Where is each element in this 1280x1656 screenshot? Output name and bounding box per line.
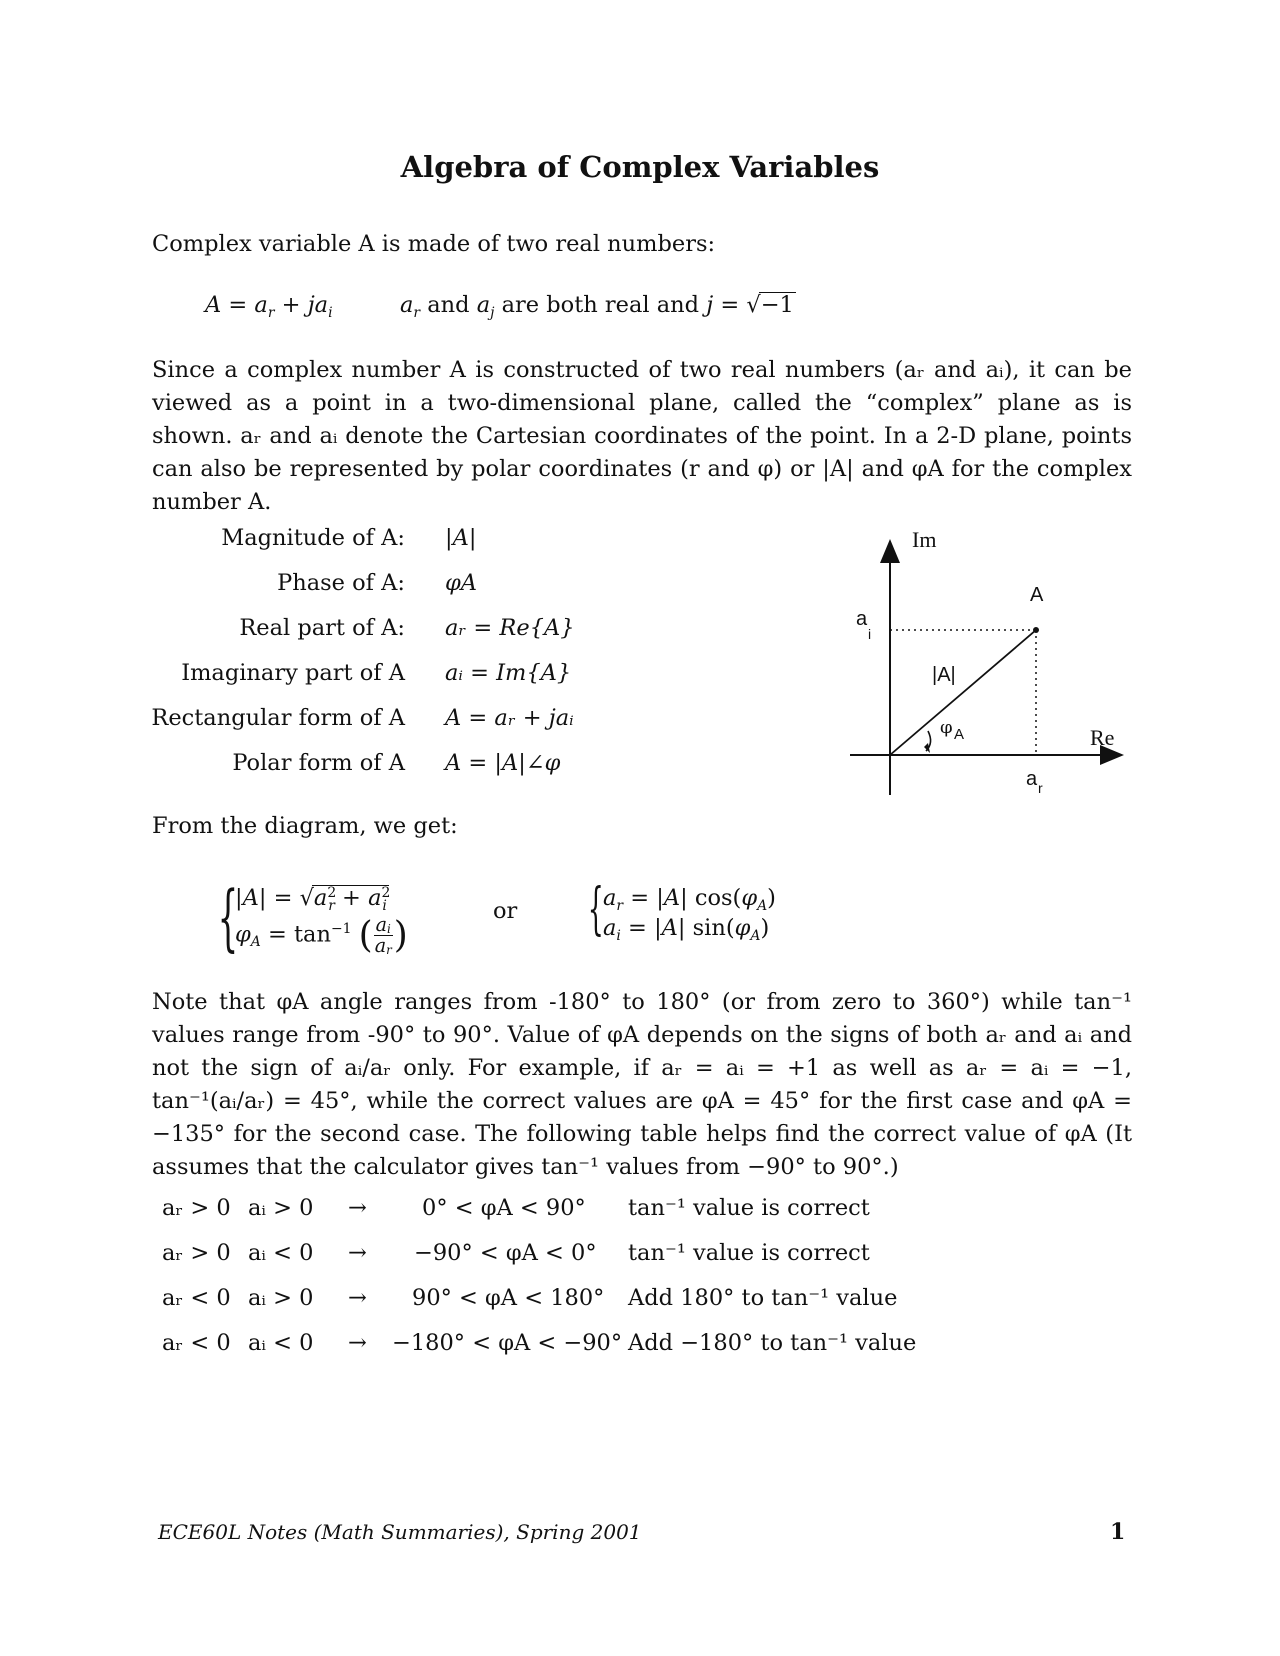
page-title: Algebra of Complex Variables xyxy=(400,150,880,184)
rectangular-equation: $A = a_r + ja_i$ xyxy=(205,292,333,321)
or-text: or xyxy=(493,898,518,924)
from-diagram-text: From the diagram, we get: xyxy=(152,813,458,839)
phi-sub: A xyxy=(954,726,965,743)
phi-label: φ xyxy=(940,717,953,738)
ar-label: a xyxy=(1026,768,1038,790)
complex-plane-diagram xyxy=(830,525,1150,805)
paragraph-complex-plane: Since a complex number A is constructed of two real numbers (aᵣ and aᵢ), it can be viewed as a point in a two-dimensional plane, called the “complex” plane as is shown. aᵣ and aᵢ denote the Cartesian coordinates of the point. In a 2-D plane, points can also be represented by polar coordinates (r and φ) or |A| and φA for the complex number A. xyxy=(152,357,1132,515)
note-paragraph: Note that φA angle ranges from -180° to 180° (or from zero to 360°) while tan⁻¹ values range from -90° to 90°. Value of φA depends on the signs of both aᵣ and aᵢ and not the sign of aᵢ/aᵣ only. For example, if aᵣ = aᵢ = +1 as well as aᵣ = aᵢ = −1, tan⁻¹(aᵢ/aᵣ) = 45°, while the correct values are φA = 45° for the first case and φA = −135° for the second case. The following table helps find the correct value of φA (It assumes that the calculator gives tan⁻¹ values from −90° to 90°.) xyxy=(152,989,1132,1180)
intro-text: Complex variable A is made of two real numbers: xyxy=(152,231,716,257)
point-a-label: A xyxy=(1030,584,1044,606)
document-page: Algebra of Complex Variables Complex variable A is made of two real numbers: $A = a_r + ja_i$ $a_r$ and $a_j$ are both real and j = √−1 Since a complex number A is constructed of two real numbers (aᵣ and aᵢ), it can be viewed as a point in a two-dimensional plane, called the “complex” plane as is shown. aᵣ and aᵢ denote the Cartesian coordinates of the point. In a 2-D plane, points can also be represented by polar coordinates (r and φ) or |A| and φA for the complex number A. Magnitude of A: |A| Phase of A: φA Real part of A: aᵣ = Re{A} Imaginary part of A aᵢ = Im{A} Rectangular form of A A = aᵣ + jaᵢ Polar form of A A = |A|∠φ Im Re A a i a r |A| φ A From the diagram, we get: { $|A| = √a^2_r + a^2_i$ $\varphi_A = \tan^{-1}$ ( $\frac{ai}{ar}$ ) or { $a_r = |A|$ $\cos(\varphi_A)$ $a_i = |A|$ $\sin(\varphi_A)$ Note that φA angle ranges from -180° to 180° (or from zero to 360°) while tan⁻¹ values range from -90° to 90°. Value of φA depends on the signs of both aᵣ and aᵢ and not the sign of aᵢ/aᵣ only. For example, if aᵣ = aᵢ = +1 as well as aᵣ = aᵢ = −1, tan⁻¹(aᵢ/aᵣ) = 45°, while the correct values are φA = 45° for the first case and φA = −135° for the second case. The following table helps find the correct value of φA (It assumes that the calculator gives tan⁻¹ values from −90° to 90°.) aᵣ > 0 aᵢ > 0 → 0° < φA < 90° tan⁻¹ value is correct aᵣ > 0 aᵢ < 0 → −90° < φA < 0° tan⁻¹ value is correct aᵣ < 0 aᵢ > 0 → 90° < φA < 180° Add 180° to tan⁻¹ value aᵣ < 0 aᵢ < 0 → −180° < φA < −90° Add −180° to tan⁻¹ value ECE60L Notes (Math Summaries), Spring 2001 1 xyxy=(0,0,1280,1656)
point-a xyxy=(1033,627,1039,633)
ai-sub: i xyxy=(868,626,872,642)
ai-label: a xyxy=(856,608,868,630)
magnitude-label: |A| xyxy=(932,664,956,686)
re-label: Re xyxy=(1090,725,1115,750)
im-label: Im xyxy=(912,527,937,552)
page-number: 1 xyxy=(1110,1519,1126,1545)
definition-text: $a_r$ and $a_j$ are both real and j = √−1 xyxy=(400,292,794,321)
ar-sub: r xyxy=(1038,780,1043,796)
page-footer: ECE60L Notes (Math Summaries), Spring 2001 xyxy=(158,1520,642,1544)
